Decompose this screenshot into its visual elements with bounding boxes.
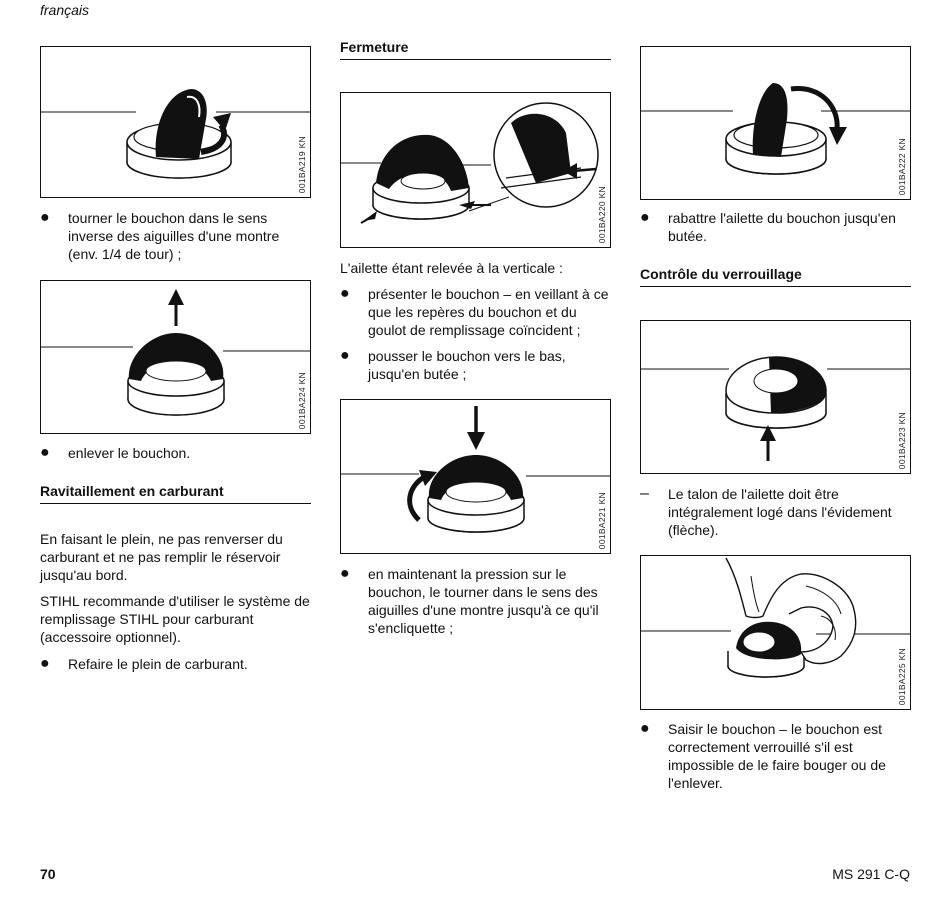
section-heading-closing: Fermeture: [340, 39, 611, 60]
page-number: 70: [40, 866, 56, 882]
section-heading-refuel: Ravitaillement en carburant: [40, 483, 311, 504]
cap-wing-seated-illustration: [641, 321, 911, 474]
step-text: rabattre l'ailette du bouchon jusqu'en butée.: [668, 210, 896, 244]
step-text: Refaire le plein de carburant.: [68, 656, 248, 672]
bullet-icon: ●: [340, 285, 350, 302]
language-label: français: [40, 2, 90, 18]
section-heading-lock-check: Contrôle du verrouillage: [640, 266, 911, 287]
figure-code: 001BA225 KN: [897, 647, 907, 705]
step-text: en maintenant la pression sur le bouchon, le tourner dans le sens des aiguilles d'une montre jusqu'à ce qu'il s'encliquette ;: [368, 566, 599, 636]
note-text: Le talon de l'ailette doit être intégralement logé dans l'évidement (flèche).: [668, 486, 892, 538]
bullet-icon: ●: [340, 565, 350, 582]
paragraph-refuel-warning: En faisant le plein, ne pas renverser du carburant et ne pas remplir le réservoir jusqu'au bord.: [40, 531, 283, 583]
figure-press-rotate-cap: [340, 399, 611, 554]
cap-lift-illustration: [41, 281, 311, 434]
figure-code: 001BA224 KN: [297, 371, 307, 429]
bullet-icon: ●: [40, 655, 50, 672]
cap-fold-wing-illustration: [641, 47, 911, 200]
figure-grip-cap: [640, 555, 911, 710]
hand-grip-cap-illustration: [641, 556, 911, 710]
figure-unlock-cap: [40, 46, 311, 198]
paragraph-stihl-recommendation: STIHL recommande d'utiliser le système de remplissage STIHL pour carburant (accessoire optionnel).: [40, 593, 310, 645]
bullet-icon: ●: [640, 720, 650, 737]
cap-press-rotate-illustration: [341, 400, 611, 554]
figure-code: 001BA222 KN: [897, 137, 907, 195]
figure-code: 001BA219 KN: [297, 135, 307, 193]
step-text: présenter le bouchon – en veillant à ce que les repères du bouchon et du goulot de remplissage coïncident ;: [368, 286, 609, 338]
figure-code: 001BA221 KN: [597, 491, 607, 549]
bullet-icon: ●: [40, 444, 50, 461]
figure-code: 001BA223 KN: [897, 411, 907, 469]
cap-rotate-ccw-illustration: [41, 47, 311, 198]
step-text: pousser le bouchon vers le bas, jusqu'en butée ;: [368, 348, 566, 382]
step-text: Saisir le bouchon – le bouchon est correctement verrouillé s'il est impossible de le faire bouger ou de l'enlever.: [668, 721, 886, 791]
figure-lock-check: [640, 320, 911, 474]
figure-align-cap: [340, 92, 611, 248]
step-text: enlever le bouchon.: [68, 445, 191, 461]
figure-fold-wing: [640, 46, 911, 200]
figure-remove-cap: [40, 280, 311, 434]
bullet-icon: ●: [40, 209, 50, 226]
cap-align-marks-illustration: [341, 93, 611, 248]
bullet-icon: ●: [640, 209, 650, 226]
bullet-icon: ●: [340, 347, 350, 364]
step-text: tourner le bouchon dans le sens inverse des aiguilles d'une montre (env. 1/4 de tour) ;: [68, 210, 280, 262]
figure-code: 001BA220 KN: [597, 185, 607, 243]
model-name: MS 291 C-Q: [832, 866, 910, 882]
dash-icon: –: [640, 485, 649, 502]
paragraph-wing-upright: L'ailette étant relevée à la verticale :: [340, 260, 563, 276]
